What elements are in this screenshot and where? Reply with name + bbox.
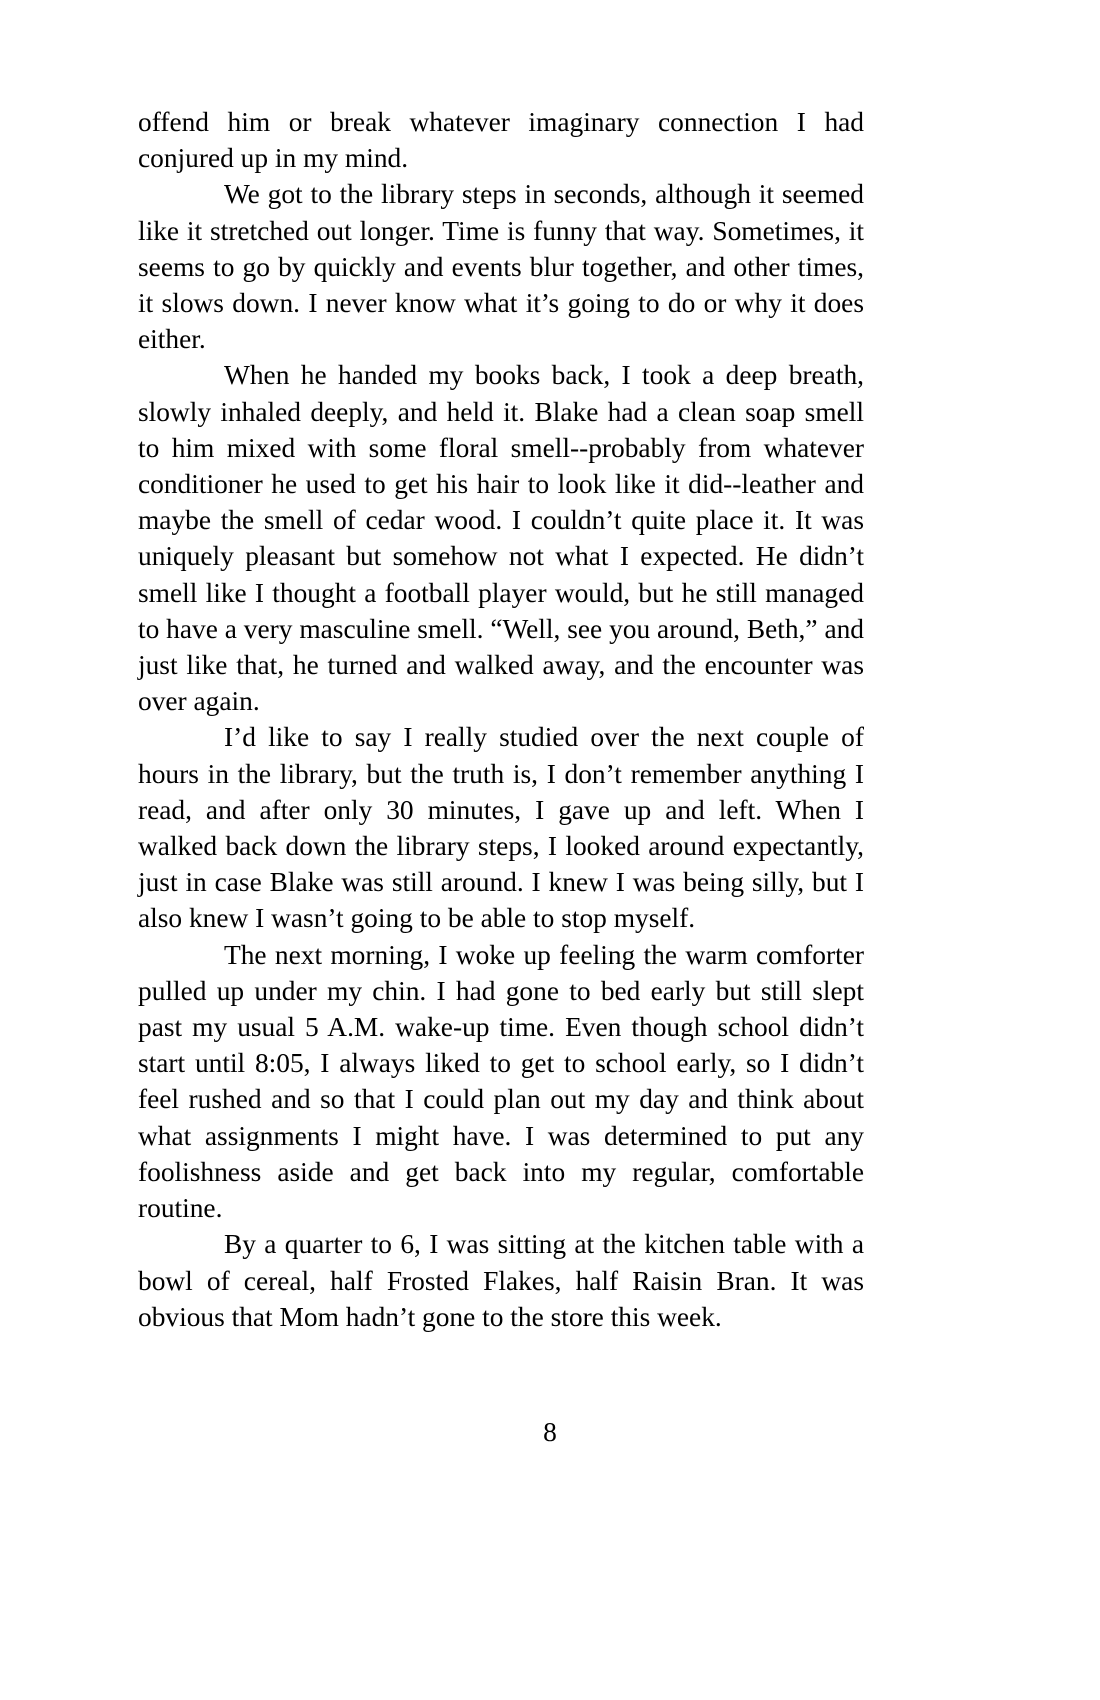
paragraph-5: The next morning, I woke up feeling the warm comforter pulled up under my chin. I had gone to bed early but still slept past my usual 5 A.M. wake-up time. Even though school didn’t start until 8:05, I always liked to get to school early, so I didn’t feel rushed and so that I could plan out my day and think about what assignments I might have. I was determined to put any foolishness aside and get back into my regular, comfortable routine. bbox=[138, 939, 864, 1224]
body-text-column bbox=[138, 104, 864, 1335]
page-number: 8 bbox=[543, 1417, 557, 1447]
paragraph-3: When he handed my books back, I took a deep breath, slowly inhaled deeply, and held it. Blake had a clean soap smell to him mixed with some floral smell--probably from whatever conditioner he used to get his hair to look like it did--leather and maybe the smell of cedar wood. I couldn’t quite place it. It was uniquely pleasant but somehow not what I expected. He didn’t smell like I thought a football player would, but he still managed to have a very masculine smell. “Well, see you around, Beth,” and just like that, he turned and walked away, and the encounter was over again. bbox=[138, 360, 864, 717]
paragraph-2: We got to the library steps in seconds, although it seemed like it stretched out longer. Time is funny that way. Sometimes, it seems to go by quickly and events blur together, and other times, it slows down. I never know what it’s going to do or why it does either. bbox=[138, 179, 864, 355]
paragraph-1: offend him or break whatever imaginary connection I had conjured up in my mind. bbox=[138, 107, 864, 174]
paragraph-6: By a quarter to 6, I was sitting at the kitchen table with a bowl of cereal, half Frosted Flakes, half Raisin Bran. It was obvious that Mom hadn’t gone to the store this week. bbox=[138, 1229, 864, 1332]
paragraph-4: I’d like to say I really studied over the next couple of hours in the library, but the truth is, I don’t remember anything I read, and after only 30 minutes, I gave up and left. When I walked back down the library steps, I looked around expectantly, just in case Blake was still around. I knew I was being silly, but I also knew I wasn’t going to be able to stop myself. bbox=[138, 722, 864, 934]
